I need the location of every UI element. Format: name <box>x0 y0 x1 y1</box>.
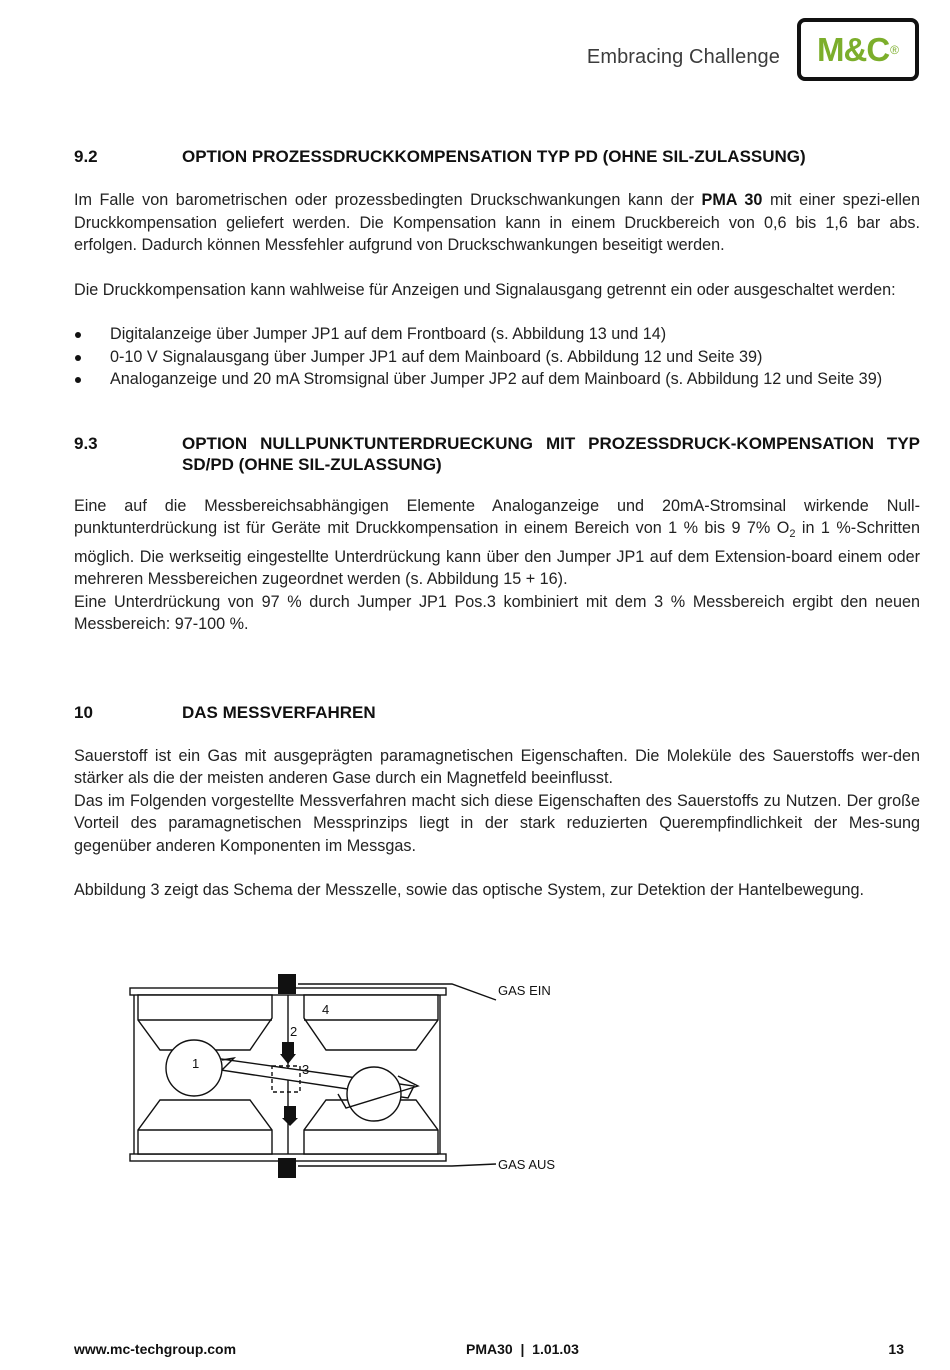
text-run: Im Falle von barometrischen oder prozessbedingten Druckschwankungen kann der <box>74 191 702 209</box>
logo-text: M&C <box>817 30 890 68</box>
footer-website: www.mc-techgroup.com <box>74 1341 237 1357</box>
paragraph: Sauerstoff ist ein Gas mit ausgeprägten paramagnetischen Eigenschaften. Die Moleküle des Sauerstoffs wer-den stärker als die der meisten anderen Gase durch ein Magnetfeld beeinflusst. <box>74 746 920 788</box>
paragraph: Eine Unterdrückung von 97 % durch Jumper JP1 Pos.3 kombiniert mit dem 3 % Messbereich ergibt den neuen Messbereich: 97-100 %. <box>74 592 920 634</box>
page-content <box>74 146 920 902</box>
product-name: PMA 30 <box>701 191 763 209</box>
footer-document-reference: PMA30 | 1.01.03 <box>466 1341 579 1357</box>
diagram-label-2: 2 <box>290 1024 298 1039</box>
subscript: 2 <box>789 528 796 541</box>
paragraph: Die Druckkompensation kann wahlweise für Anzeigen und Signalausgang getrennt ein oder ausgeschaltet werden: <box>74 280 896 299</box>
flow-arrow-icon <box>280 1054 296 1064</box>
diagram-label-3: 3 <box>302 1062 310 1077</box>
text-run: mit einer spezi-ellen Druckkompensation geliefert werden. Die Kompensation kann in einem Druckbereich von 0,6 bis 1,6 bar abs. erfolgen. Dadurch können Messfehler aufgrund von Druckschwankungen beseitigt werden. <box>74 191 920 254</box>
gas-outlet-port <box>278 1158 296 1178</box>
measuring-cell-diagram <box>126 970 586 1182</box>
section-number: 9.2 <box>74 147 98 166</box>
gas-inlet-port <box>278 974 296 994</box>
diagram-label-1: 1 <box>192 1056 200 1071</box>
section-heading-9-3 <box>74 433 920 475</box>
paragraph: Das im Folgenden vorgestellte Messverfahren macht sich diese Eigenschaften des Sauerstoffs zu Nutzen. Der große Vorteil des paramagnetischen Messprinzips liegt in der stark reduzierten Querempfindlichkeit der Mes-sung gegenüber anderen Komponenten im Messgas. <box>74 791 920 855</box>
paragraph <box>74 495 920 591</box>
section-heading-10 <box>74 702 920 723</box>
section-title: OPTION NULLPUNKTUNTERDRUECKUNG MIT PROZESSDRUCK-KOMPENSATION TYP SD/PD (OHNE SIL-ZULASSUNG) <box>182 433 920 474</box>
section-heading-9-2 <box>74 146 920 167</box>
section-title: DAS MESSVERFAHREN <box>182 702 376 722</box>
list-item: Digitalanzeige über Jumper JP1 auf dem Frontboard (s. Abbildung 13 und 14) <box>74 323 920 346</box>
page-number: 13 <box>888 1341 904 1357</box>
section-title: OPTION PROZESSDRUCKKOMPENSATION TYP PD (OHNE SIL-ZULASSUNG) <box>182 147 806 166</box>
list-item: Analoganzeige und 20 mA Stromsignal über Jumper JP2 auf dem Mainboard (s. Abbildung 12 und Seite 39) <box>74 368 920 391</box>
list-item: 0-10 V Signalausgang über Jumper JP1 auf dem Mainboard (s. Abbildung 12 und Seite 39) <box>74 346 920 369</box>
paragraph <box>74 189 920 257</box>
section-number: 10 <box>74 702 93 722</box>
measuring-cell-svg <box>126 970 586 1182</box>
gas-out-label: GAS AUS <box>498 1157 556 1172</box>
text-run: Eine auf die Messbereichsabhängigen Elemente Analoganzeige und 20mA-Stromsinal wirkende Null-punktunterdrückung ist für Geräte mit Druckkompensation in einem Bereich von 1 % bis 9 7% O <box>74 496 920 537</box>
paragraph: Abbildung 3 zeigt das Schema der Messzelle, sowie das optische System, zur Detektion der Hantelbewegung. <box>74 881 865 900</box>
text-run: in 1 %-Schritten möglich. Die werkseitig eingestellte Unterdrückung kann über den Jumper JP1 auf dem Extension-board einem oder mehreren Messbereichen zugeordnet werden (s. Abbildung 15 + 16). <box>74 519 920 589</box>
gas-in-label: GAS EIN <box>498 983 551 998</box>
header-tagline: Embracing Challenge <box>586 46 780 68</box>
bullet-list <box>74 323 920 391</box>
section-number: 9.3 <box>74 433 98 453</box>
company-logo <box>797 18 919 81</box>
diagram-label-4: 4 <box>322 1002 330 1017</box>
logo-registered-mark: ® <box>890 42 899 57</box>
flow-arrow-icon <box>282 1118 298 1126</box>
